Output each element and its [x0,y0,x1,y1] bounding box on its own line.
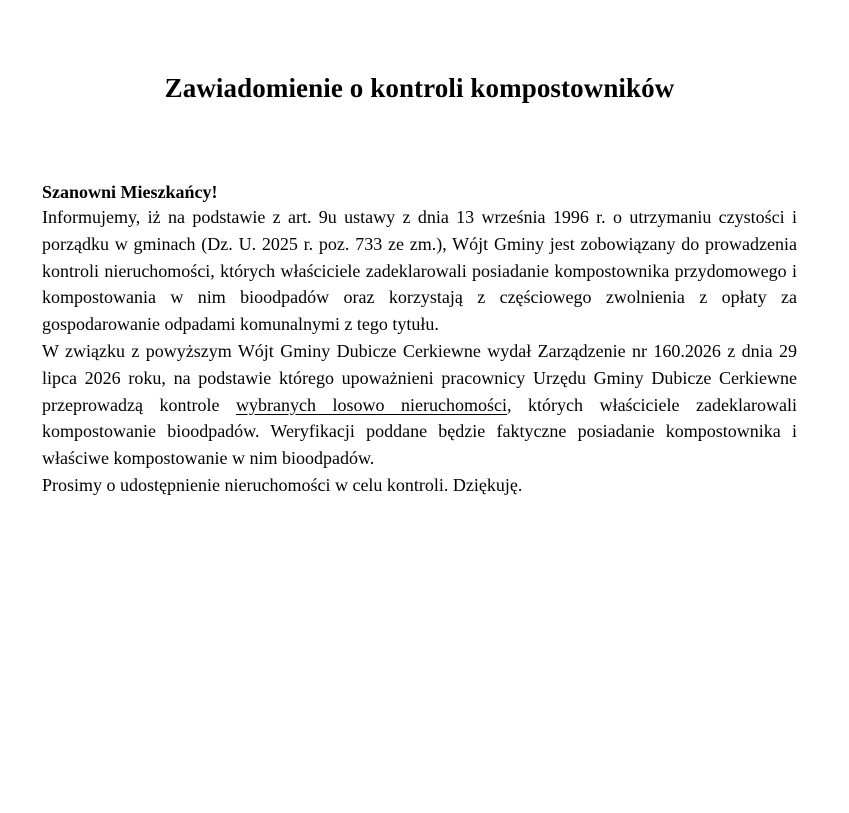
paragraph-legal-basis: Informujemy, iż na podstawie z art. 9u ustawy z dnia 13 września 1996 r. o utrzymaniu czystości i porządku w gminach (Dz. U. 2025 r. poz. 733 ze zm.), Wójt Gminy jest zobowiązany do prowadzenia kontroli nieruchomości, których właściciele zadeklarowali posiadanie kompostownika przydomowego i kompostowania w nim bioodpadów oraz korzystają z częściowego zwolnienia z opłaty za gospodarowanie odpadami komunalnymi z tego tytułu. [42,207,797,335]
paragraph-inspection-order-text-start: W związku z powyższym Wójt Gminy Dubicze Cerkiewne wydał Zarządzenie nr 160.2026 z dnia 29 lipca 2026 roku, na podstawie którego upoważnieni pracownicy Urzędu Gminy Dubicze Cerkiewne przeprowadzą kontrole [42,340,797,415]
paragraph-inspection-order [42,338,797,472]
random-properties-underlined-text: wybranych losowo nieruchomości [236,394,508,415]
paragraph-request: Prosimy o udostępnienie nieruchomości w celu kontroli. Dziękuję. [42,474,523,495]
greeting: Szanowni Mieszkańcy! [42,182,218,202]
document-title: Zawiadomienie o kontroli kompostowników [164,73,675,103]
document-page [0,70,849,813]
paragraph-inspection-order-text-end: , których właściciele zadeklarowali kompostowanie bioodpadów. Weryfikacji poddane będzie faktyczne posiadanie kompostownika i właściwe kompostowanie w nim bioodpadów. [42,394,797,469]
